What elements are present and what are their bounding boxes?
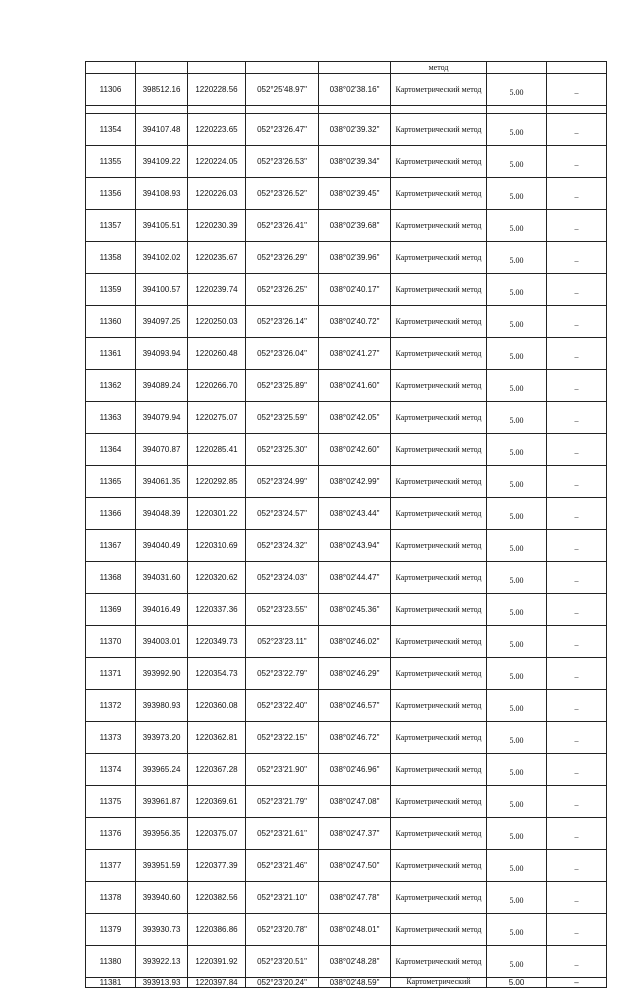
y-coordinate-cell: 1220226.03 bbox=[188, 178, 246, 210]
x-coordinate-cell: 394105.51 bbox=[136, 210, 188, 242]
note-cell: – bbox=[547, 818, 607, 850]
latitude-cell: 052°23'24.57" bbox=[246, 498, 319, 530]
latitude-cell: 052°23'21.46" bbox=[246, 850, 319, 882]
table-row bbox=[86, 402, 607, 434]
longitude-cell: 038°02'39.68" bbox=[319, 210, 391, 242]
latitude-cell: 052°23'21.10" bbox=[246, 882, 319, 914]
table-row bbox=[86, 946, 607, 978]
point-number-cell: 11361 bbox=[86, 338, 136, 370]
x-coordinate-cell: 393965.24 bbox=[136, 754, 188, 786]
point-number-cell: 11364 bbox=[86, 434, 136, 466]
y-coordinate-cell: 1220337.36 bbox=[188, 594, 246, 626]
method-cell: Картометрический метод bbox=[391, 754, 487, 786]
accuracy-cell: 5.00 bbox=[487, 242, 547, 274]
accuracy-cell: 5.00 bbox=[487, 978, 547, 988]
x-coordinate-cell: 394107.48 bbox=[136, 114, 188, 146]
accuracy-cell: 5.00 bbox=[487, 626, 547, 658]
latitude-cell: 052°23'24.03" bbox=[246, 562, 319, 594]
x-coordinate-cell: 393940.60 bbox=[136, 882, 188, 914]
x-coordinate-cell: 394061.35 bbox=[136, 466, 188, 498]
table-row bbox=[86, 658, 607, 690]
longitude-cell bbox=[319, 106, 391, 114]
point-number-cell: 11356 bbox=[86, 178, 136, 210]
latitude-cell bbox=[246, 62, 319, 74]
method-cell: Картометрический метод bbox=[391, 146, 487, 178]
latitude-cell: 052°23'26.47" bbox=[246, 114, 319, 146]
table-row bbox=[86, 882, 607, 914]
table-row bbox=[86, 530, 607, 562]
note-cell: – bbox=[547, 114, 607, 146]
table-row bbox=[86, 370, 607, 402]
accuracy-cell: 5.00 bbox=[487, 690, 547, 722]
method-cell: Картометрический метод bbox=[391, 74, 487, 106]
point-number-cell: 11372 bbox=[86, 690, 136, 722]
y-coordinate-cell: 1220228.56 bbox=[188, 74, 246, 106]
accuracy-cell: 5.00 bbox=[487, 786, 547, 818]
point-number-cell: 11379 bbox=[86, 914, 136, 946]
accuracy-cell: 5.00 bbox=[487, 658, 547, 690]
note-cell: – bbox=[547, 754, 607, 786]
y-coordinate-cell: 1220369.61 bbox=[188, 786, 246, 818]
note-cell: – bbox=[547, 882, 607, 914]
method-cell: Картометрический метод bbox=[391, 370, 487, 402]
x-coordinate-cell: 393992.90 bbox=[136, 658, 188, 690]
x-coordinate-cell: 394003.01 bbox=[136, 626, 188, 658]
y-coordinate-cell: 1220397.84 bbox=[188, 978, 246, 988]
method-cell: Картометрический метод bbox=[391, 786, 487, 818]
point-number-cell: 11367 bbox=[86, 530, 136, 562]
point-number-cell: 11358 bbox=[86, 242, 136, 274]
y-coordinate-cell: 1220360.08 bbox=[188, 690, 246, 722]
table-row bbox=[86, 146, 607, 178]
accuracy-cell: 5.00 bbox=[487, 914, 547, 946]
point-number-cell: 11365 bbox=[86, 466, 136, 498]
table-row bbox=[86, 818, 607, 850]
y-coordinate-cell: 1220362.81 bbox=[188, 722, 246, 754]
accuracy-cell: 5.00 bbox=[487, 210, 547, 242]
x-coordinate-cell: 394016.49 bbox=[136, 594, 188, 626]
note-cell: – bbox=[547, 466, 607, 498]
table-row bbox=[86, 594, 607, 626]
latitude-cell: 052°23'23.55" bbox=[246, 594, 319, 626]
y-coordinate-cell: 1220285.41 bbox=[188, 434, 246, 466]
y-coordinate-cell: 1220367.28 bbox=[188, 754, 246, 786]
note-cell: – bbox=[547, 338, 607, 370]
method-cell: Картометрический метод bbox=[391, 530, 487, 562]
x-coordinate-cell: 394102.02 bbox=[136, 242, 188, 274]
method-cell bbox=[391, 106, 487, 114]
accuracy-cell: 5.00 bbox=[487, 562, 547, 594]
method-cell: Картометрический метод bbox=[391, 114, 487, 146]
table-row bbox=[86, 562, 607, 594]
note-cell: – bbox=[547, 402, 607, 434]
table-row bbox=[86, 62, 607, 74]
point-number-cell: 11355 bbox=[86, 146, 136, 178]
method-cell: Картометрический метод bbox=[391, 850, 487, 882]
point-number-cell: 11381 bbox=[86, 978, 136, 988]
note-cell: – bbox=[547, 306, 607, 338]
longitude-cell: 038°02'46.02" bbox=[319, 626, 391, 658]
latitude-cell: 052°23'26.29" bbox=[246, 242, 319, 274]
accuracy-cell: 5.00 bbox=[487, 434, 547, 466]
point-number-cell: 11306 bbox=[86, 74, 136, 106]
accuracy-cell: 5.00 bbox=[487, 370, 547, 402]
note-cell: – bbox=[547, 626, 607, 658]
table-row bbox=[86, 242, 607, 274]
longitude-cell: 038°02'47.08" bbox=[319, 786, 391, 818]
y-coordinate-cell: 1220224.05 bbox=[188, 146, 246, 178]
latitude-cell: 052°23'21.90" bbox=[246, 754, 319, 786]
longitude-cell: 038°02'47.37" bbox=[319, 818, 391, 850]
latitude-cell: 052°23'26.41" bbox=[246, 210, 319, 242]
accuracy-cell: 5.00 bbox=[487, 146, 547, 178]
latitude-cell: 052°23'26.04" bbox=[246, 338, 319, 370]
point-number-cell: 11374 bbox=[86, 754, 136, 786]
longitude-cell: 038°02'45.36" bbox=[319, 594, 391, 626]
accuracy-cell: 5.00 bbox=[487, 114, 547, 146]
latitude-cell: 052°23'25.30" bbox=[246, 434, 319, 466]
method-cell: Картометрический метод bbox=[391, 658, 487, 690]
accuracy-cell: 5.00 bbox=[487, 882, 547, 914]
method-cell: Картометрический метод bbox=[391, 626, 487, 658]
longitude-cell: 038°02'39.96" bbox=[319, 242, 391, 274]
accuracy-cell: 5.00 bbox=[487, 722, 547, 754]
point-number-cell: 11362 bbox=[86, 370, 136, 402]
point-number-cell: 11366 bbox=[86, 498, 136, 530]
x-coordinate-cell: 398512.16 bbox=[136, 74, 188, 106]
note-cell bbox=[547, 62, 607, 74]
latitude-cell: 052°25'48.97" bbox=[246, 74, 319, 106]
latitude-cell: 052°23'20.78" bbox=[246, 914, 319, 946]
note-cell: – bbox=[547, 274, 607, 306]
y-coordinate-cell: 1220266.70 bbox=[188, 370, 246, 402]
x-coordinate-cell: 394048.39 bbox=[136, 498, 188, 530]
table-row bbox=[86, 274, 607, 306]
accuracy-cell: 5.00 bbox=[487, 274, 547, 306]
note-cell: – bbox=[547, 210, 607, 242]
note-cell: – bbox=[547, 946, 607, 978]
method-cell: Картометрический метод bbox=[391, 882, 487, 914]
method-cell: Картометрический метод bbox=[391, 306, 487, 338]
point-number-cell: 11376 bbox=[86, 818, 136, 850]
method-cell: Картометрический метод bbox=[391, 274, 487, 306]
accuracy-cell bbox=[487, 106, 547, 114]
longitude-cell: 038°02'42.99" bbox=[319, 466, 391, 498]
note-cell: – bbox=[547, 74, 607, 106]
accuracy-cell: 5.00 bbox=[487, 850, 547, 882]
note-cell: – bbox=[547, 786, 607, 818]
method-cell: Картометрический метод bbox=[391, 722, 487, 754]
latitude-cell: 052°23'23.11" bbox=[246, 626, 319, 658]
x-coordinate-cell: 394031.60 bbox=[136, 562, 188, 594]
note-cell: – bbox=[547, 370, 607, 402]
note-cell: – bbox=[547, 242, 607, 274]
point-number-cell: 11359 bbox=[86, 274, 136, 306]
method-cell: Картометрический метод bbox=[391, 402, 487, 434]
x-coordinate-cell: 393980.93 bbox=[136, 690, 188, 722]
coordinates-table bbox=[85, 61, 607, 988]
accuracy-cell: 5.00 bbox=[487, 946, 547, 978]
longitude-cell: 038°02'42.05" bbox=[319, 402, 391, 434]
y-coordinate-cell: 1220386.86 bbox=[188, 914, 246, 946]
note-cell: – bbox=[547, 178, 607, 210]
note-cell bbox=[547, 106, 607, 114]
longitude-cell: 038°02'46.72" bbox=[319, 722, 391, 754]
x-coordinate-cell: 393951.59 bbox=[136, 850, 188, 882]
method-cell: Картометрический метод bbox=[391, 690, 487, 722]
y-coordinate-cell: 1220301.22 bbox=[188, 498, 246, 530]
note-cell: – bbox=[547, 562, 607, 594]
method-cell: Картометрический метод bbox=[391, 914, 487, 946]
latitude-cell: 052°23'25.59" bbox=[246, 402, 319, 434]
x-coordinate-cell: 394040.49 bbox=[136, 530, 188, 562]
longitude-cell: 038°02'39.34" bbox=[319, 146, 391, 178]
accuracy-cell: 5.00 bbox=[487, 402, 547, 434]
longitude-cell: 038°02'41.60" bbox=[319, 370, 391, 402]
x-coordinate-cell: 393922.13 bbox=[136, 946, 188, 978]
longitude-cell: 038°02'47.50" bbox=[319, 850, 391, 882]
table-row bbox=[86, 178, 607, 210]
point-number-cell: 11360 bbox=[86, 306, 136, 338]
x-coordinate-cell: 394070.87 bbox=[136, 434, 188, 466]
latitude-cell: 052°23'21.61" bbox=[246, 818, 319, 850]
y-coordinate-cell bbox=[188, 62, 246, 74]
x-coordinate-cell: 393973.20 bbox=[136, 722, 188, 754]
longitude-cell: 038°02'40.17" bbox=[319, 274, 391, 306]
latitude-cell: 052°23'21.79" bbox=[246, 786, 319, 818]
longitude-cell: 038°02'43.94" bbox=[319, 530, 391, 562]
y-coordinate-cell: 1220349.73 bbox=[188, 626, 246, 658]
longitude-cell: 038°02'46.96" bbox=[319, 754, 391, 786]
point-number-cell bbox=[86, 62, 136, 74]
table-row bbox=[86, 754, 607, 786]
longitude-cell: 038°02'46.29" bbox=[319, 658, 391, 690]
latitude-cell bbox=[246, 106, 319, 114]
latitude-cell: 052°23'24.99" bbox=[246, 466, 319, 498]
accuracy-cell: 5.00 bbox=[487, 338, 547, 370]
y-coordinate-cell: 1220223.65 bbox=[188, 114, 246, 146]
x-coordinate-cell: 394089.24 bbox=[136, 370, 188, 402]
longitude-cell: 038°02'39.32" bbox=[319, 114, 391, 146]
method-cell: метод bbox=[391, 62, 487, 74]
y-coordinate-cell: 1220275.07 bbox=[188, 402, 246, 434]
point-number-cell: 11368 bbox=[86, 562, 136, 594]
table-row bbox=[86, 74, 607, 106]
table-row bbox=[86, 106, 607, 114]
note-cell: – bbox=[547, 530, 607, 562]
method-cell: Картометрический метод bbox=[391, 466, 487, 498]
point-number-cell bbox=[86, 106, 136, 114]
point-number-cell: 11357 bbox=[86, 210, 136, 242]
note-cell: – bbox=[547, 498, 607, 530]
point-number-cell: 11378 bbox=[86, 882, 136, 914]
table-row bbox=[86, 690, 607, 722]
y-coordinate-cell: 1220250.03 bbox=[188, 306, 246, 338]
table-row bbox=[86, 306, 607, 338]
point-number-cell: 11354 bbox=[86, 114, 136, 146]
point-number-cell: 11369 bbox=[86, 594, 136, 626]
latitude-cell: 052°23'22.79" bbox=[246, 658, 319, 690]
longitude-cell: 038°02'39.45" bbox=[319, 178, 391, 210]
x-coordinate-cell: 393930.73 bbox=[136, 914, 188, 946]
table-row bbox=[86, 338, 607, 370]
latitude-cell: 052°23'22.40" bbox=[246, 690, 319, 722]
accuracy-cell: 5.00 bbox=[487, 466, 547, 498]
accuracy-cell: 5.00 bbox=[487, 74, 547, 106]
latitude-cell: 052°23'26.25" bbox=[246, 274, 319, 306]
method-cell: Картометрический метод bbox=[391, 946, 487, 978]
longitude-cell: 038°02'43.44" bbox=[319, 498, 391, 530]
x-coordinate-cell: 393961.87 bbox=[136, 786, 188, 818]
longitude-cell: 038°02'48.59" bbox=[319, 978, 391, 988]
x-coordinate-cell: 394093.94 bbox=[136, 338, 188, 370]
method-cell: Картометрический bbox=[391, 978, 487, 988]
point-number-cell: 11371 bbox=[86, 658, 136, 690]
y-coordinate-cell: 1220391.92 bbox=[188, 946, 246, 978]
accuracy-cell bbox=[487, 62, 547, 74]
x-coordinate-cell: 394079.94 bbox=[136, 402, 188, 434]
point-number-cell: 11363 bbox=[86, 402, 136, 434]
longitude-cell: 038°02'48.28" bbox=[319, 946, 391, 978]
y-coordinate-cell: 1220260.48 bbox=[188, 338, 246, 370]
latitude-cell: 052°23'26.14" bbox=[246, 306, 319, 338]
longitude-cell: 038°02'42.60" bbox=[319, 434, 391, 466]
table-row bbox=[86, 498, 607, 530]
method-cell: Картометрический метод bbox=[391, 818, 487, 850]
table-row bbox=[86, 466, 607, 498]
y-coordinate-cell bbox=[188, 106, 246, 114]
method-cell: Картометрический метод bbox=[391, 338, 487, 370]
latitude-cell: 052°23'24.32" bbox=[246, 530, 319, 562]
point-number-cell: 11380 bbox=[86, 946, 136, 978]
longitude-cell: 038°02'41.27" bbox=[319, 338, 391, 370]
table-row bbox=[86, 626, 607, 658]
point-number-cell: 11377 bbox=[86, 850, 136, 882]
table-row bbox=[86, 978, 607, 988]
latitude-cell: 052°23'20.24" bbox=[246, 978, 319, 988]
accuracy-cell: 5.00 bbox=[487, 178, 547, 210]
x-coordinate-cell: 393913.93 bbox=[136, 978, 188, 988]
y-coordinate-cell: 1220354.73 bbox=[188, 658, 246, 690]
y-coordinate-cell: 1220292.85 bbox=[188, 466, 246, 498]
note-cell: – bbox=[547, 146, 607, 178]
point-number-cell: 11370 bbox=[86, 626, 136, 658]
point-number-cell: 11373 bbox=[86, 722, 136, 754]
longitude-cell: 038°02'44.47" bbox=[319, 562, 391, 594]
note-cell: – bbox=[547, 978, 607, 988]
method-cell: Картометрический метод bbox=[391, 210, 487, 242]
y-coordinate-cell: 1220320.62 bbox=[188, 562, 246, 594]
x-coordinate-cell: 394097.25 bbox=[136, 306, 188, 338]
y-coordinate-cell: 1220375.07 bbox=[188, 818, 246, 850]
y-coordinate-cell: 1220239.74 bbox=[188, 274, 246, 306]
note-cell: – bbox=[547, 722, 607, 754]
x-coordinate-cell: 394109.22 bbox=[136, 146, 188, 178]
longitude-cell: 038°02'47.78" bbox=[319, 882, 391, 914]
table-row bbox=[86, 114, 607, 146]
longitude-cell: 038°02'38.16" bbox=[319, 74, 391, 106]
y-coordinate-cell: 1220235.67 bbox=[188, 242, 246, 274]
table-row bbox=[86, 850, 607, 882]
method-cell: Картометрический метод bbox=[391, 562, 487, 594]
note-cell: – bbox=[547, 914, 607, 946]
latitude-cell: 052°23'20.51" bbox=[246, 946, 319, 978]
method-cell: Картометрический метод bbox=[391, 242, 487, 274]
accuracy-cell: 5.00 bbox=[487, 818, 547, 850]
point-number-cell: 11375 bbox=[86, 786, 136, 818]
method-cell: Картометрический метод bbox=[391, 498, 487, 530]
y-coordinate-cell: 1220310.69 bbox=[188, 530, 246, 562]
note-cell: – bbox=[547, 850, 607, 882]
x-coordinate-cell: 393956.35 bbox=[136, 818, 188, 850]
accuracy-cell: 5.00 bbox=[487, 306, 547, 338]
note-cell: – bbox=[547, 594, 607, 626]
longitude-cell: 038°02'40.72" bbox=[319, 306, 391, 338]
method-cell: Картометрический метод bbox=[391, 434, 487, 466]
table-row bbox=[86, 722, 607, 754]
table-row bbox=[86, 786, 607, 818]
longitude-cell: 038°02'48.01" bbox=[319, 914, 391, 946]
accuracy-cell: 5.00 bbox=[487, 754, 547, 786]
table-row bbox=[86, 914, 607, 946]
note-cell: – bbox=[547, 658, 607, 690]
latitude-cell: 052°23'22.15" bbox=[246, 722, 319, 754]
table-row bbox=[86, 434, 607, 466]
accuracy-cell: 5.00 bbox=[487, 594, 547, 626]
latitude-cell: 052°23'25.89" bbox=[246, 370, 319, 402]
x-coordinate-cell bbox=[136, 62, 188, 74]
accuracy-cell: 5.00 bbox=[487, 498, 547, 530]
method-cell: Картометрический метод bbox=[391, 594, 487, 626]
note-cell: – bbox=[547, 434, 607, 466]
longitude-cell bbox=[319, 62, 391, 74]
accuracy-cell: 5.00 bbox=[487, 530, 547, 562]
x-coordinate-cell: 394100.57 bbox=[136, 274, 188, 306]
longitude-cell: 038°02'46.57" bbox=[319, 690, 391, 722]
y-coordinate-cell: 1220382.56 bbox=[188, 882, 246, 914]
y-coordinate-cell: 1220377.39 bbox=[188, 850, 246, 882]
method-cell: Картометрический метод bbox=[391, 178, 487, 210]
y-coordinate-cell: 1220230.39 bbox=[188, 210, 246, 242]
x-coordinate-cell bbox=[136, 106, 188, 114]
table-row bbox=[86, 210, 607, 242]
note-cell: – bbox=[547, 690, 607, 722]
x-coordinate-cell: 394108.93 bbox=[136, 178, 188, 210]
latitude-cell: 052°23'26.52" bbox=[246, 178, 319, 210]
latitude-cell: 052°23'26.53" bbox=[246, 146, 319, 178]
